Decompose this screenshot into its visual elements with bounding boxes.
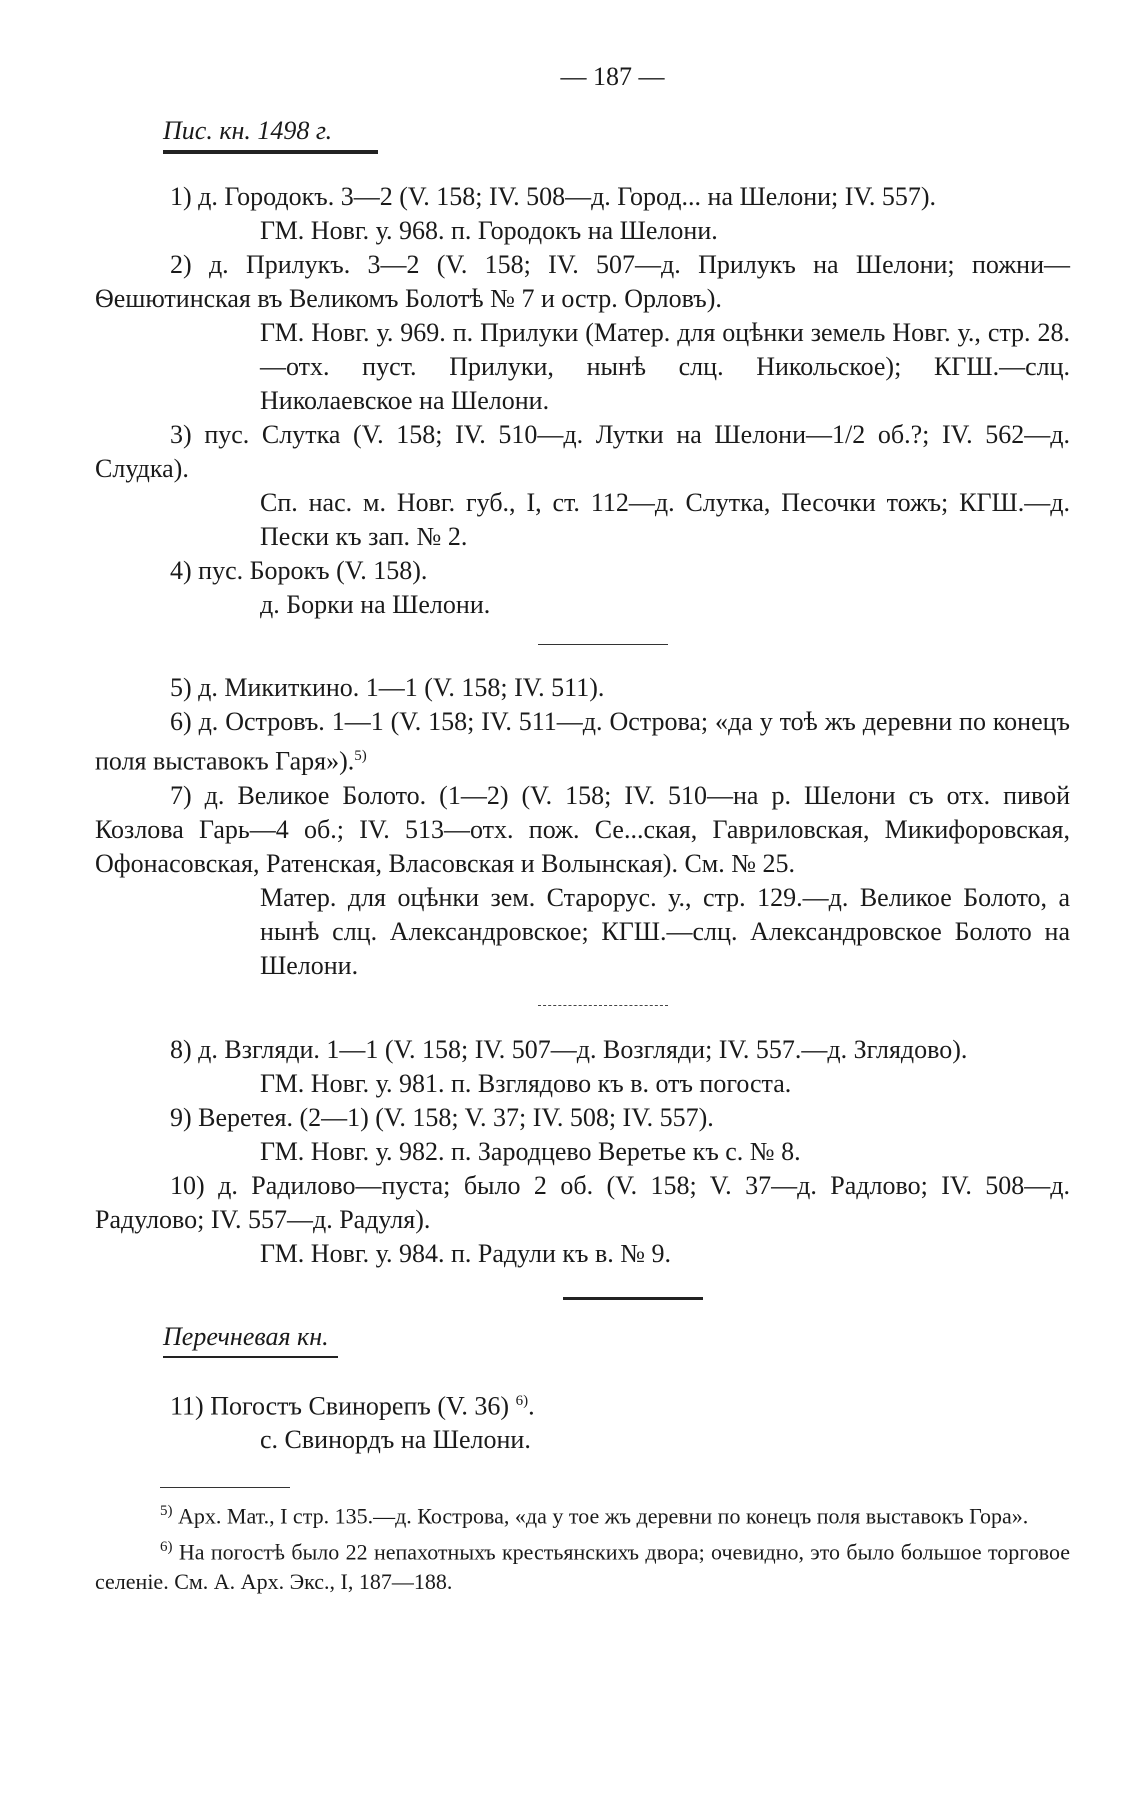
separator-dashed <box>538 1005 668 1007</box>
page-number: — 187 — <box>560 62 665 91</box>
footnote-5 <box>95 1496 1070 1531</box>
entry-10-note: ГМ. Новг. у. 984. п. Радули къ в. № 9. <box>260 1238 672 1268</box>
entry-11-text: 11) Погостъ Свинорепъ (V. 36) <box>170 1391 510 1421</box>
footnote-ref-5: 5) <box>354 748 367 764</box>
separator-thick <box>563 1297 703 1300</box>
entry-list-3 <box>95 1033 1070 1271</box>
section-underline <box>163 150 378 154</box>
section-title-1498: Пис. кн. 1498 г. <box>163 116 333 145</box>
entry-6-text: 6) д. Островъ. 1—1 (V. 158; IV. 511—д. Острова; «да у тоѣ жъ деревни по конецъ поля выставокъ Гаря»). <box>95 707 1070 776</box>
entry-7-note: Матер. для оцѣнки зем. Старорус. у., стр. 129.—д. Великое Болото, а нынѣ слц. Александровское; КГШ.—слц. Александровское Болото на Шелони. <box>260 882 1070 980</box>
entry-5: 5) д. Микиткино. 1—1 (V. 158; IV. 511). <box>170 673 605 702</box>
entry-3: 3) пус. Слутка (V. 158; IV. 510—д. Лутки на Шелони—1/2 об.?; IV. 562—д. Слудка). <box>95 420 1070 483</box>
footnote-text: На погостѣ было 22 непахотныхъ крестьянскихъ двора; очевидно, это было большое торговое селеніе. См. А. Арх. Экс., I, 187—188. <box>95 1538 1071 1594</box>
entry-2: 2) д. Прилукъ. 3—2 (V. 158; IV. 507—д. Прилукъ на Шелони; пожни—Ѳешютинская въ Великомъ Болотѣ № 7 и остр. Орловъ). <box>95 250 1070 313</box>
entry-9-note: ГМ. Новг. у. 982. п. Зародцево Веретье къ с. № 8. <box>260 1136 801 1166</box>
entry-11-note: с. Свинордъ на Шелони. <box>260 1425 531 1455</box>
entry-3-note: Сп. нас. м. Новг. губ., I, ст. 112—д. Слутка, Песочки тожъ; КГШ.—д. Пески къ зап. № 2. <box>260 488 1070 551</box>
footnote-mark: 6) <box>160 1538 173 1555</box>
entry-8: 8) д. Взгляди. 1—1 (V. 158; IV. 507—д. Возгляди; IV. 557.—д. Зглядово). <box>170 1034 968 1064</box>
entry-7: 7) д. Великое Болото. (1—2) (V. 158; IV. 510—на р. Шелони съ отх. пивой Козлова Гарь—4 об.; IV. 513—отх. пож. Се...ская, Гавриловская, Микифоровская, Офонасовская, Ратенская, Власовская и Волынская). См. № 25. <box>95 780 1070 878</box>
footnotes <box>95 1496 1070 1597</box>
footnote-rule <box>160 1487 290 1488</box>
entry-11: 11) Погостъ Свинорепъ (V. 36) $^{6)}$. <box>170 1391 535 1421</box>
entry-4-note: д. Борки на Шелони. <box>260 590 491 619</box>
footnote-mark: 5) <box>160 1503 173 1520</box>
entry-10: 10) д. Радилово—пуста; было 2 об. (V. 158; V. 37—д. Радлово; IV. 508—д. Радулово; IV. 557—д. Радуля). <box>95 1170 1070 1234</box>
separator-line <box>538 644 668 645</box>
document-page <box>95 62 1070 1597</box>
section-title-perechnevaya: Перечневая кн. <box>163 1321 329 1351</box>
entry-1: 1) д. Городокъ. 3—2 (V. 158; IV. 508—д. Город... на Шелони; IV. 557). <box>170 182 937 211</box>
entry-8-note: ГМ. Новг. у. 981. п. Взглядово къ в. отъ погоста. <box>260 1068 792 1098</box>
entry-list-4 <box>95 1384 1070 1458</box>
section-underline-2 <box>163 1356 338 1358</box>
footnote-text: Арх. Мат., I стр. 135.—д. Кострова, «да у тое жъ деревни по конецъ поля выставокъ Гора». <box>178 1503 1029 1529</box>
footnote-ref-6: 6) <box>515 1392 529 1409</box>
entry-9: 9) Веретея. (2—1) (V. 158; V. 37; IV. 508; IV. 557). <box>170 1102 714 1132</box>
entry-2-note: ГМ. Новг. у. 969. п. Прилуки (Матер. для оцѣнки земель Новг. у., стр. 28.—отх. пуст. Прилуки, нынѣ слц. Никольское); КГШ.—слц. Николаевское на Шелони. <box>260 318 1070 415</box>
entry-list-2 <box>95 671 1070 983</box>
entry-4: 4) пус. Борокъ (V. 158). <box>170 556 428 585</box>
entry-6 <box>95 705 1070 779</box>
entry-1-note: ГМ. Новг. у. 968. п. Городокъ на Шелони. <box>260 216 718 245</box>
entry-list-1 <box>95 180 1070 622</box>
footnote-6 <box>95 1532 1070 1597</box>
